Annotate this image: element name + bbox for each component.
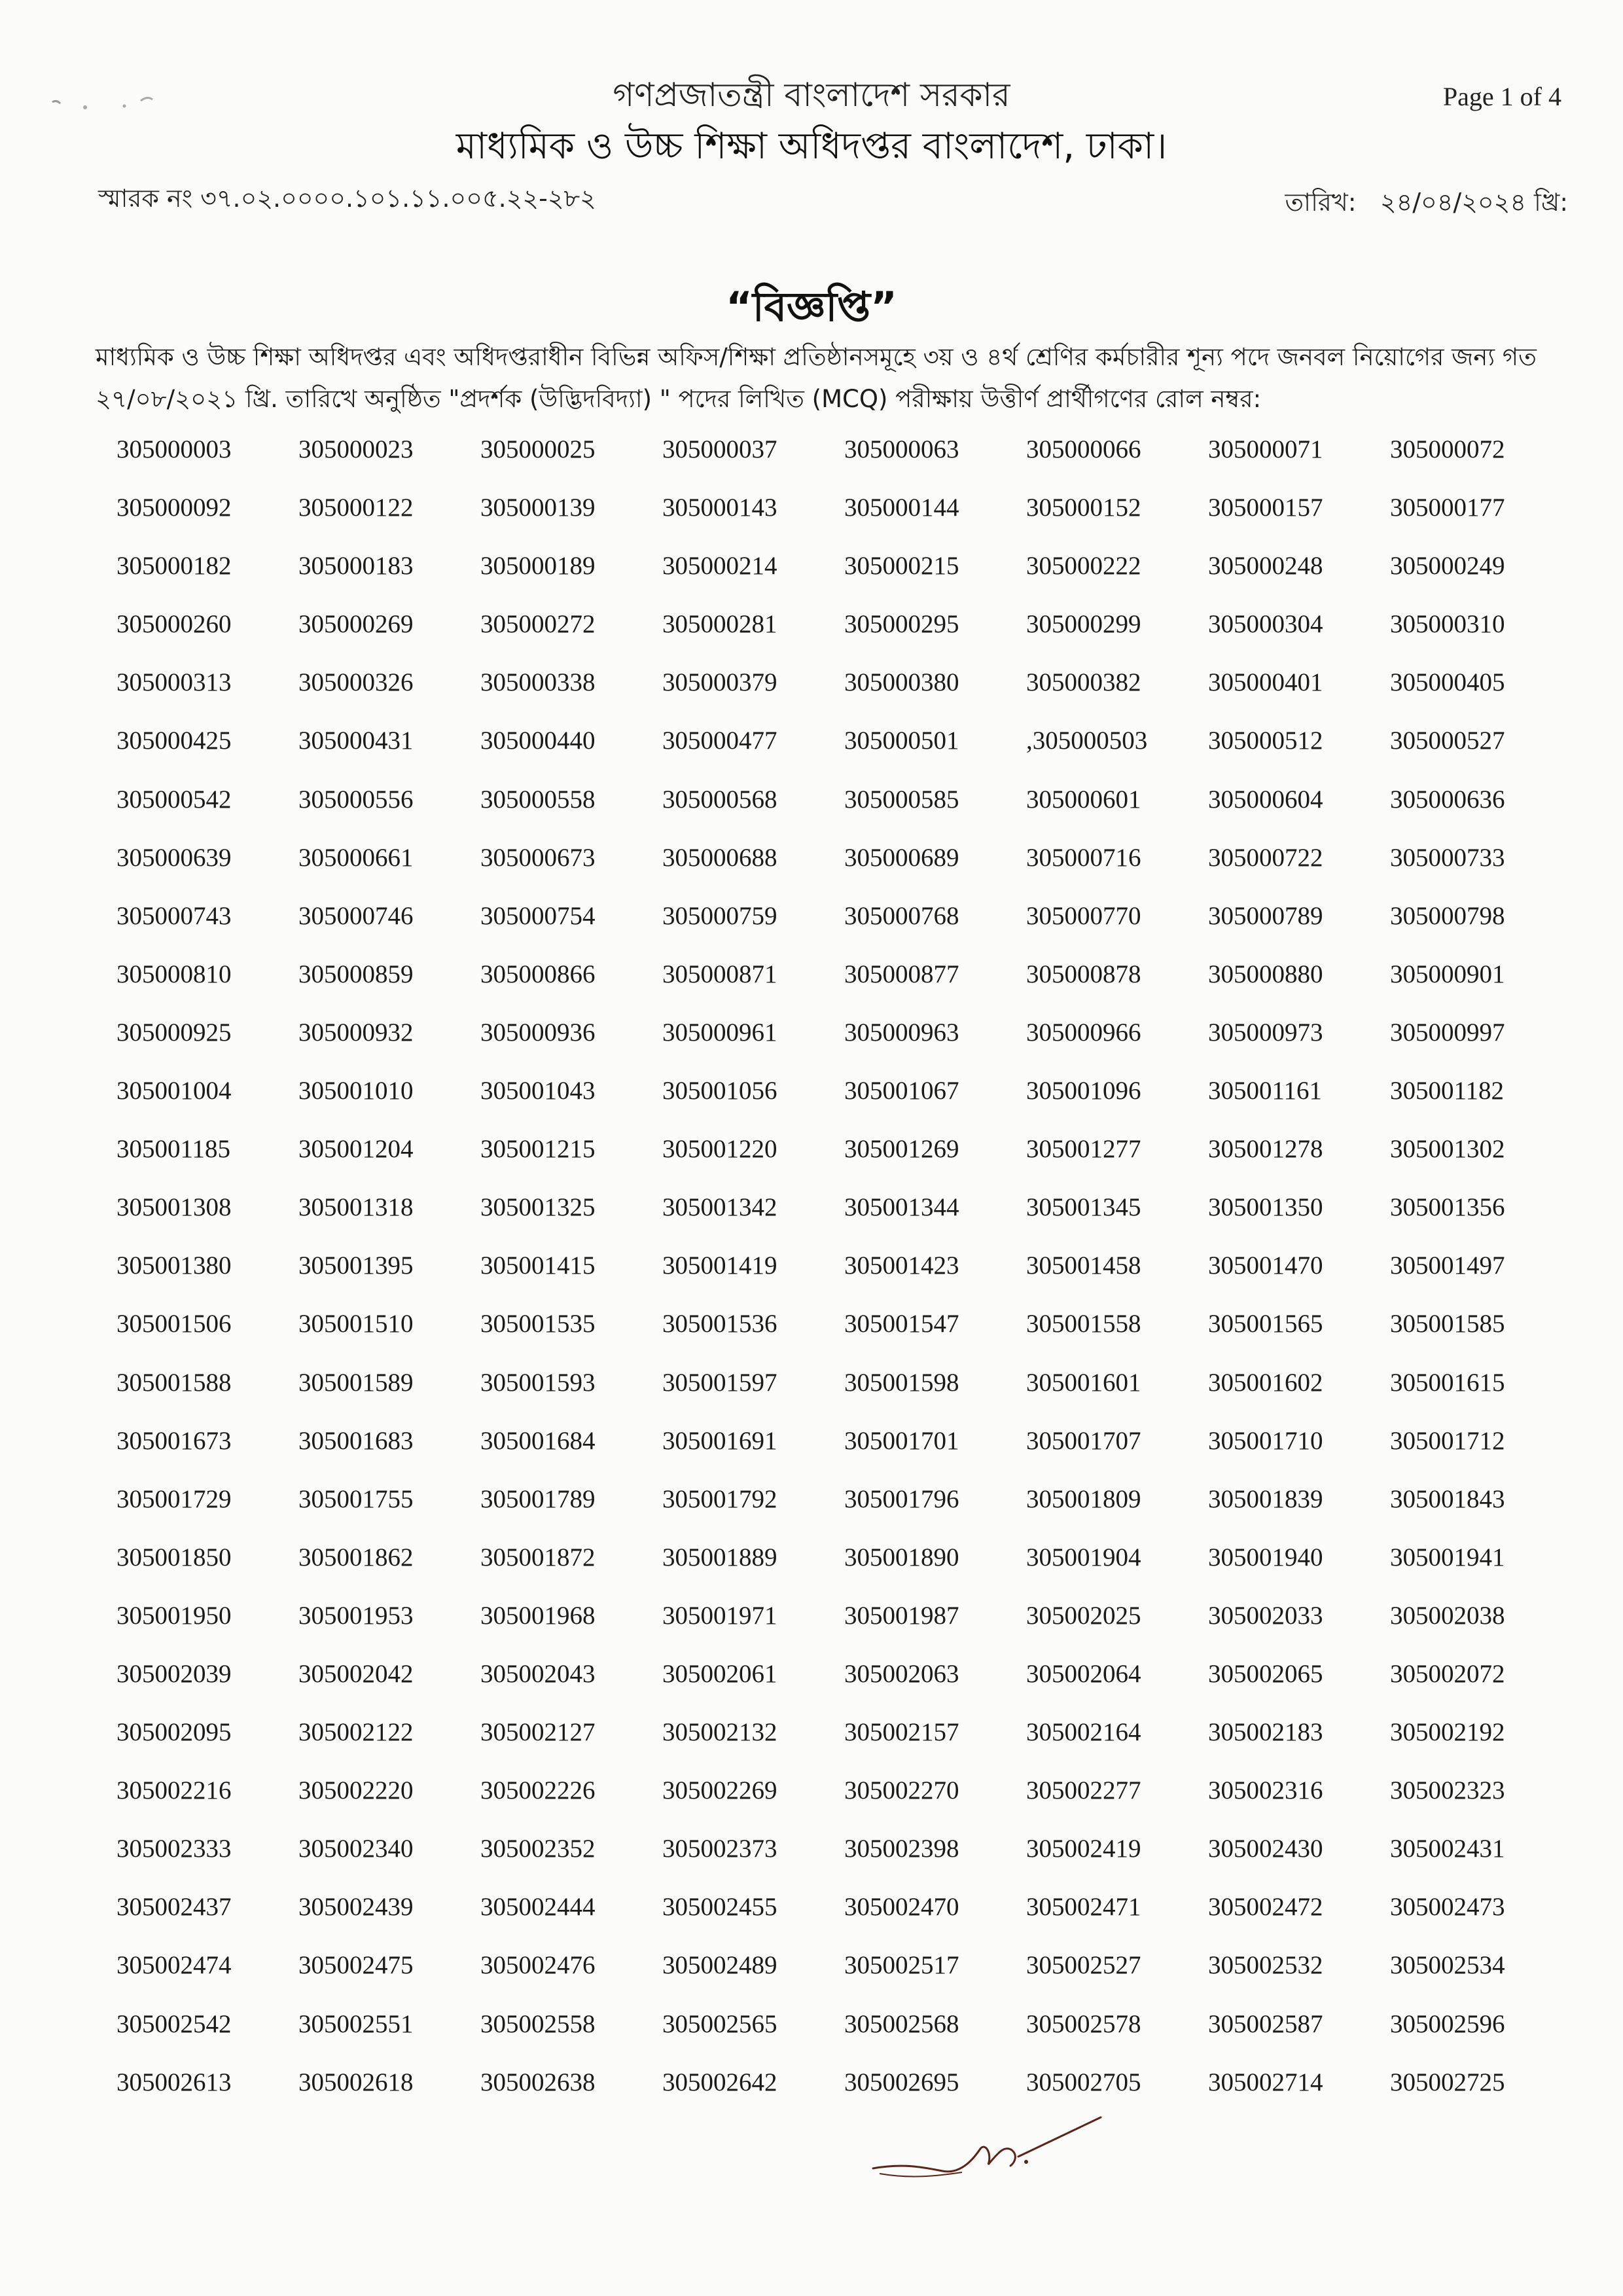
roll-number: 305001953 — [298, 1601, 414, 1630]
roll-number: 305000901 — [1390, 960, 1505, 988]
roll-number: 305000527 — [1390, 726, 1505, 755]
roll-number: 305002437 — [116, 1893, 232, 1922]
roll-number-grid — [97, 435, 1571, 2126]
roll-number: 305000023 — [298, 435, 414, 463]
roll-number: 305001987 — [844, 1601, 959, 1630]
roll-number: 305001558 — [1026, 1310, 1141, 1338]
roll-number: 305002398 — [844, 1835, 959, 1863]
roll-number: 305001096 — [1026, 1077, 1141, 1105]
directorate-heading: মাধ্যমিক ও উচ্চ শিক্ষা অধিদপ্তর বাংলাদেশ, ঢাকা। — [455, 125, 1168, 168]
roll-number: 305001497 — [1390, 1251, 1505, 1280]
roll-number: 305002419 — [1026, 1835, 1141, 1863]
roll-number: 305001593 — [480, 1368, 596, 1397]
date-label: তারিখ: — [1285, 188, 1357, 217]
roll-number: 305002551 — [298, 2009, 414, 2038]
roll-number: 305000688 — [662, 843, 777, 872]
roll-number: 305000568 — [662, 785, 777, 814]
roll-number: 305002430 — [1208, 1835, 1323, 1863]
roll-number: 305000425 — [116, 726, 232, 755]
roll-number: 305002183 — [1208, 1718, 1323, 1747]
roll-number: 305000313 — [116, 668, 232, 697]
page-indicator: Page 1 of 4 — [1442, 82, 1561, 111]
roll-number: 305002471 — [1026, 1893, 1141, 1922]
roll-number: 305002043 — [480, 1659, 596, 1688]
roll-number: 305001344 — [844, 1193, 959, 1222]
roll-number: 305001278 — [1208, 1135, 1323, 1164]
roll-number: 305000639 — [116, 843, 232, 872]
roll-number: 305000269 — [298, 610, 414, 639]
notice-body — [96, 336, 1569, 420]
roll-number: 305000299 — [1026, 610, 1141, 639]
roll-number: 305000601 — [1026, 785, 1141, 814]
roll-number: 305002542 — [116, 2009, 232, 2038]
roll-number: 305001585 — [1390, 1310, 1505, 1338]
roll-number: ,305000503 — [1026, 726, 1148, 755]
roll-number: 305001395 — [298, 1251, 414, 1280]
roll-number: 305002340 — [298, 1835, 414, 1863]
roll-number: 305002333 — [116, 1835, 232, 1863]
roll-number: 305002568 — [844, 2009, 959, 2038]
roll-number: 305001380 — [116, 1251, 232, 1280]
roll-number: 305000673 — [480, 843, 596, 872]
roll-number: 305002642 — [662, 2068, 777, 2096]
roll-number: 305001701 — [844, 1426, 959, 1455]
roll-number: 305001220 — [662, 1135, 777, 1164]
roll-number: 305002527 — [1026, 1951, 1141, 1980]
roll-number: 305001755 — [298, 1484, 414, 1513]
roll-number: 305000770 — [1026, 901, 1141, 930]
roll-number: 305001536 — [662, 1310, 777, 1338]
roll-number: 305002061 — [662, 1659, 777, 1688]
roll-number: 305000877 — [844, 960, 959, 988]
roll-number: 305001615 — [1390, 1368, 1505, 1397]
roll-number: 305002025 — [1026, 1601, 1141, 1630]
roll-number: 305001597 — [662, 1368, 777, 1397]
roll-number: 305002489 — [662, 1951, 777, 1980]
roll-number: 305000248 — [1208, 552, 1323, 581]
roll-number: 305002431 — [1390, 1835, 1505, 1863]
roll-number: 305000754 — [480, 901, 596, 930]
roll-number: 305000716 — [1026, 843, 1141, 872]
roll-number: 305001318 — [298, 1193, 414, 1222]
roll-number: 305001004 — [116, 1077, 232, 1105]
roll-number: 305000072 — [1390, 435, 1505, 463]
roll-number: 305001161 — [1208, 1077, 1323, 1105]
roll-number: 305002476 — [480, 1951, 596, 1980]
roll-number: 305000214 — [662, 552, 777, 581]
roll-number: 305000183 — [298, 552, 414, 581]
roll-number: 305000063 — [844, 435, 959, 463]
roll-number: 305002472 — [1208, 1893, 1323, 1922]
roll-number: 305000866 — [480, 960, 596, 988]
roll-number: 305002695 — [844, 2068, 959, 2096]
roll-number: 305001215 — [480, 1135, 596, 1164]
roll-number: 305000037 — [662, 435, 777, 463]
roll-number: 305001683 — [298, 1426, 414, 1455]
roll-number: 305000880 — [1208, 960, 1323, 988]
roll-number: 305000071 — [1208, 435, 1323, 463]
roll-number: 305002095 — [116, 1718, 232, 1747]
roll-number: 305001673 — [116, 1426, 232, 1455]
roll-number: 305000997 — [1390, 1018, 1505, 1047]
roll-number: 305000501 — [844, 726, 959, 755]
roll-number: 305002613 — [116, 2068, 232, 2096]
roll-number: 305000722 — [1208, 843, 1323, 872]
notice-body-line: মাধ্যমিক ও উচ্চ শিক্ষা অধিদপ্তর এবং অধিদপ্তরাধীন বিভিন্ন অফিস/শিক্ষা প্রতিষ্ঠানসমূহে ৩য় ও ৪র্থ শ্রেণির কর্মচারীর শূন্য পদে জনবল নিয়োগের জন্য গত — [96, 343, 1537, 371]
roll-number: 305000281 — [662, 610, 777, 639]
roll-number: 305000152 — [1026, 493, 1141, 522]
roll-number: 305000143 — [662, 493, 777, 522]
roll-number: 305000689 — [844, 843, 959, 872]
roll-number: 305001423 — [844, 1251, 959, 1280]
roll-number: 305000661 — [298, 843, 414, 872]
roll-number: 305002063 — [844, 1659, 959, 1688]
roll-number: 305002164 — [1026, 1718, 1141, 1747]
roll-number: 305002269 — [662, 1776, 777, 1805]
roll-number: 305002455 — [662, 1893, 777, 1922]
roll-number: 305000295 — [844, 610, 959, 639]
roll-number: 305001850 — [116, 1543, 232, 1571]
roll-number: 305001535 — [480, 1310, 596, 1338]
roll-number: 305001565 — [1208, 1310, 1323, 1338]
roll-number: 305001809 — [1026, 1484, 1141, 1513]
roll-number: 305001729 — [116, 1484, 232, 1513]
roll-number: 305000925 — [116, 1018, 232, 1047]
roll-number: 305002578 — [1026, 2009, 1141, 2038]
roll-number: 305002352 — [480, 1835, 596, 1863]
roll-number: 305001602 — [1208, 1368, 1323, 1397]
roll-number: 305000310 — [1390, 610, 1505, 639]
roll-number: 305002638 — [480, 2068, 596, 2096]
roll-number: 305002033 — [1208, 1601, 1323, 1630]
roll-number: 305001968 — [480, 1601, 596, 1630]
roll-number: 305001182 — [1390, 1077, 1505, 1105]
roll-number: 305000092 — [116, 493, 232, 522]
roll-number: 305002192 — [1390, 1718, 1505, 1747]
roll-number: 305000144 — [844, 493, 959, 522]
roll-number: 305001458 — [1026, 1251, 1141, 1280]
roll-number: 305001547 — [844, 1310, 959, 1338]
roll-number: 305001710 — [1208, 1426, 1323, 1455]
roll-number: 305000139 — [480, 493, 596, 522]
roll-number: 305000585 — [844, 785, 959, 814]
roll-number: 305002705 — [1026, 2068, 1141, 2096]
roll-number: 305001839 — [1208, 1484, 1323, 1513]
roll-number: 305002473 — [1390, 1893, 1505, 1922]
roll-number: 305001940 — [1208, 1543, 1323, 1571]
roll-number: 305000382 — [1026, 668, 1141, 697]
roll-number: 305000157 — [1208, 493, 1323, 522]
roll-number: 305000401 — [1208, 668, 1323, 697]
roll-number: 305002323 — [1390, 1776, 1505, 1805]
roll-number: 305000932 — [298, 1018, 414, 1047]
roll-number: 305001510 — [298, 1310, 414, 1338]
signature — [864, 2111, 1106, 2189]
roll-number: 305000768 — [844, 901, 959, 930]
roll-number: 305001601 — [1026, 1368, 1141, 1397]
roll-number: 305001419 — [662, 1251, 777, 1280]
roll-number: 305001506 — [116, 1310, 232, 1338]
roll-number: 305001890 — [844, 1543, 959, 1571]
roll-number: 305002157 — [844, 1718, 959, 1747]
roll-number: 305000304 — [1208, 610, 1323, 639]
roll-number: 305001589 — [298, 1368, 414, 1397]
roll-number: 305000743 — [116, 901, 232, 930]
roll-number: 305000542 — [116, 785, 232, 814]
roll-number: 305001872 — [480, 1543, 596, 1571]
roll-number: 305002039 — [116, 1659, 232, 1688]
roll-number: 305002122 — [298, 1718, 414, 1747]
roll-number: 305001707 — [1026, 1426, 1141, 1455]
roll-number: 305000558 — [480, 785, 596, 814]
roll-number: 305000973 — [1208, 1018, 1323, 1047]
roll-number: 305002042 — [298, 1659, 414, 1688]
roll-number: 305001792 — [662, 1484, 777, 1513]
roll-number: 305002038 — [1390, 1601, 1505, 1630]
roll-number: 305000859 — [298, 960, 414, 988]
roll-number: 305002475 — [298, 1951, 414, 1980]
roll-number: 305000215 — [844, 552, 959, 581]
roll-number: 305000182 — [116, 552, 232, 581]
roll-number: 305001269 — [844, 1135, 959, 1164]
roll-number: 305001345 — [1026, 1193, 1141, 1222]
roll-number: 305002132 — [662, 1718, 777, 1747]
roll-number: 305000963 — [844, 1018, 959, 1047]
roll-number: 305000003 — [116, 435, 232, 463]
roll-number: 305002127 — [480, 1718, 596, 1747]
roll-number: 305000810 — [116, 960, 232, 988]
roll-number: 305001056 — [662, 1077, 777, 1105]
roll-number: 305002316 — [1208, 1776, 1323, 1805]
roll-number: 305002220 — [298, 1776, 414, 1805]
roll-number: 305002565 — [662, 2009, 777, 2038]
roll-number: 305000177 — [1390, 493, 1505, 522]
roll-number: 305000326 — [298, 668, 414, 697]
roll-number: 305001684 — [480, 1426, 596, 1455]
roll-number: 305002277 — [1026, 1776, 1141, 1805]
roll-number: 305000122 — [298, 493, 414, 522]
memo-number: স্মারক নং ৩৭.০২.০০০০.১০১.১১.০০৫.২২-২৮২ — [98, 184, 596, 213]
roll-number: 305001204 — [298, 1135, 414, 1164]
roll-number: 305000272 — [480, 610, 596, 639]
roll-number: 305002444 — [480, 1893, 596, 1922]
roll-number: 305002226 — [480, 1776, 596, 1805]
roll-number: 305002064 — [1026, 1659, 1141, 1688]
roll-number: 305002587 — [1208, 2009, 1323, 2038]
roll-number: 305000379 — [662, 668, 777, 697]
roll-number: 305000189 — [480, 552, 596, 581]
roll-number: 305000871 — [662, 960, 777, 988]
roll-number: 305000966 — [1026, 1018, 1141, 1047]
roll-number: 305000249 — [1390, 552, 1505, 581]
roll-number: 305001350 — [1208, 1193, 1323, 1222]
roll-number: 305002216 — [116, 1776, 232, 1805]
roll-number: 305001971 — [662, 1601, 777, 1630]
roll-number: 305002439 — [298, 1893, 414, 1922]
roll-number: 305001712 — [1390, 1426, 1505, 1455]
roll-number: 305000066 — [1026, 435, 1141, 463]
roll-number: 305000440 — [480, 726, 596, 755]
roll-number: 305002532 — [1208, 1951, 1323, 1980]
roll-number: 305002596 — [1390, 2009, 1505, 2038]
roll-number: 305001588 — [116, 1368, 232, 1397]
roll-number: 305001889 — [662, 1543, 777, 1571]
roll-number: 305002517 — [844, 1951, 959, 1980]
roll-number: 305000338 — [480, 668, 596, 697]
roll-number: 305001950 — [116, 1601, 232, 1630]
roll-number: 305000260 — [116, 610, 232, 639]
roll-number: 305001862 — [298, 1543, 414, 1571]
roll-number: 305000405 — [1390, 668, 1505, 697]
roll-number: 305002558 — [480, 2009, 596, 2038]
roll-number: 305001342 — [662, 1193, 777, 1222]
roll-number: 305000798 — [1390, 901, 1505, 930]
roll-number: 305001470 — [1208, 1251, 1323, 1280]
roll-number: 305001308 — [116, 1193, 232, 1222]
roll-number: 305000733 — [1390, 843, 1505, 872]
roll-number: 305000789 — [1208, 901, 1323, 930]
roll-number: 305000604 — [1208, 785, 1323, 814]
roll-number: 305000961 — [662, 1018, 777, 1047]
roll-number: 305000380 — [844, 668, 959, 697]
govt-heading: গণপ্রজাতন্ত্রী বাংলাদেশ সরকার — [613, 76, 1010, 114]
roll-number: 305002618 — [298, 2068, 414, 2096]
roll-number: 305001796 — [844, 1484, 959, 1513]
roll-number: 305000878 — [1026, 960, 1141, 988]
date-row — [1285, 183, 1568, 225]
roll-number: 305001415 — [480, 1251, 596, 1280]
roll-number: 305002470 — [844, 1893, 959, 1922]
notice-title: “বিজ্ঞপ্তি” — [726, 283, 897, 331]
roll-number: 305002072 — [1390, 1659, 1505, 1688]
roll-number: 305002270 — [844, 1776, 959, 1805]
roll-number: 305002373 — [662, 1835, 777, 1863]
roll-number: 305000477 — [662, 726, 777, 755]
roll-number: 305002714 — [1208, 2068, 1323, 2096]
roll-number: 305001302 — [1390, 1135, 1505, 1164]
roll-number: 305000025 — [480, 435, 596, 463]
roll-number: 305000222 — [1026, 552, 1141, 581]
roll-number: 305001789 — [480, 1484, 596, 1513]
roll-number: 305002725 — [1390, 2068, 1505, 2096]
roll-number: 305000431 — [298, 726, 414, 755]
roll-number: 305000512 — [1208, 726, 1323, 755]
notice-body-line: ২৭/০৮/২০২১ খ্রি. তারিখে অনুষ্ঠিত "প্রদর্শক (উদ্ভিদবিদ্যা) " পদের লিখিত (MCQ) পরীক্ষায় উত্তীর্ণ প্রার্থীগণের রোল নম্বর: — [96, 385, 1262, 413]
roll-number: 305001941 — [1390, 1543, 1505, 1571]
roll-number: 305001185 — [116, 1135, 231, 1164]
roll-number: 305001043 — [480, 1077, 596, 1105]
roll-number: 305002534 — [1390, 1951, 1505, 1980]
roll-number: 305001325 — [480, 1193, 596, 1222]
roll-number: 305001598 — [844, 1368, 959, 1397]
roll-number: 305001843 — [1390, 1484, 1505, 1513]
roll-number: 305000936 — [480, 1018, 596, 1047]
date-value: ২৪/০৪/২০২৪ খ্রি: — [1380, 188, 1568, 217]
roll-number: 305000636 — [1390, 785, 1505, 814]
roll-number: 305000556 — [298, 785, 414, 814]
roll-number: 305001277 — [1026, 1135, 1141, 1164]
roll-number: 305001067 — [844, 1077, 959, 1105]
roll-number: 305001010 — [298, 1077, 414, 1105]
roll-number: 305001691 — [662, 1426, 777, 1455]
roll-number: 305000759 — [662, 901, 777, 930]
roll-number: 305002474 — [116, 1951, 232, 1980]
roll-number: 305000746 — [298, 901, 414, 930]
roll-number: 305001904 — [1026, 1543, 1141, 1571]
roll-number: 305002065 — [1208, 1659, 1323, 1688]
roll-number: 305001356 — [1390, 1193, 1505, 1222]
